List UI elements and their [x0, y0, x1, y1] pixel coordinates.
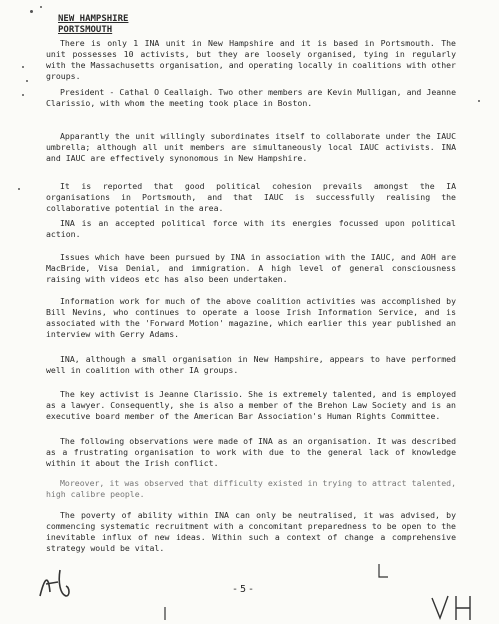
paragraph: INA, although a small organisation in New Hampshire, appears to have performed well in coalition with other IA groups. — [46, 354, 456, 375]
handwritten-tick — [160, 606, 170, 622]
paragraph: It is reported that good political cohesion prevails amongst the IA organisations in Portsmouth, and that IAUC is successfully realising the collaborative potential in the area. — [46, 181, 456, 213]
handwritten-initials-vh — [430, 592, 486, 622]
scan-speck — [478, 100, 480, 102]
heading-city: PORTSMOUTH — [58, 25, 113, 35]
paragraph: Information work for much of the above coalition activities was accomplished by Bill Nevins, who continues to operate a loose Irish Information Service, and is associated with the 'Forward Motion' magazine, which earlier this year published an interview with Gerry Adams. — [46, 296, 456, 339]
paragraph: There is only 1 INA unit in New Hampshire and it is based in Portsmouth. The unit possesses 10 activists, but they are loosely organised, tying in regularly with the Massachusetts organisation, and operating locally in coalitions with other groups. — [46, 38, 456, 81]
paragraph: President - Cathal O Ceallaigh. Two other members are Kevin Mulligan, and Jeanne Clarissio, with whom the meeting took place in Boston. — [46, 87, 456, 108]
scan-speck — [40, 6, 42, 8]
scan-speck — [26, 80, 28, 82]
paragraph: Moreover, it was observed that difficulty existed in trying to attract talented, high calibre people. — [46, 478, 456, 499]
paragraph: Issues which have been pursued by INA in association with the IAUC, and AOH are MacBride, Visa Denial, and immigration. A high level of general consciousness raising with videos etc has also been undertaken. — [46, 252, 456, 284]
scan-speck — [18, 188, 20, 190]
paragraph: The key activist is Jeanne Clarissio. She is extremely talented, and is employed as a lawyer. Consequently, she is also a member of the Brehon Law Society and is an executive board member of the American Bar Association's Human Rights Committee. — [46, 389, 456, 421]
scan-speck — [22, 66, 24, 68]
document-heading — [58, 14, 128, 36]
paragraph: Apparantly the unit willingly subordinates itself to collaborate under the IAUC umbrella; although all unit members are simultaneously local IAUC activists. INA and IAUC are effectively synonomous in New Hampshire. — [46, 131, 456, 163]
page-number: -5- — [232, 584, 257, 595]
handwritten-initials — [36, 566, 84, 602]
handwritten-mark — [376, 562, 390, 580]
heading-state: NEW HAMPSHIRE — [58, 14, 129, 24]
scan-speck — [30, 10, 33, 13]
scan-speck — [22, 94, 24, 96]
paragraph: INA is an accepted political force with its energies focussed upon political action. — [46, 218, 456, 239]
paragraph: The poverty of ability within INA can only be neutralised, it was advised, by commencing systematic recruitment with a concomitant preparedness to be open to the inevitable influx of new ideas. Within such a context of change a comprehensive strategy would be vital. — [46, 510, 456, 553]
paragraph: The following observations were made of INA as an organisation. It was described as a frustrating organisation to work with due to the general lack of knowledge within it about the Irish conflict. — [46, 436, 456, 468]
